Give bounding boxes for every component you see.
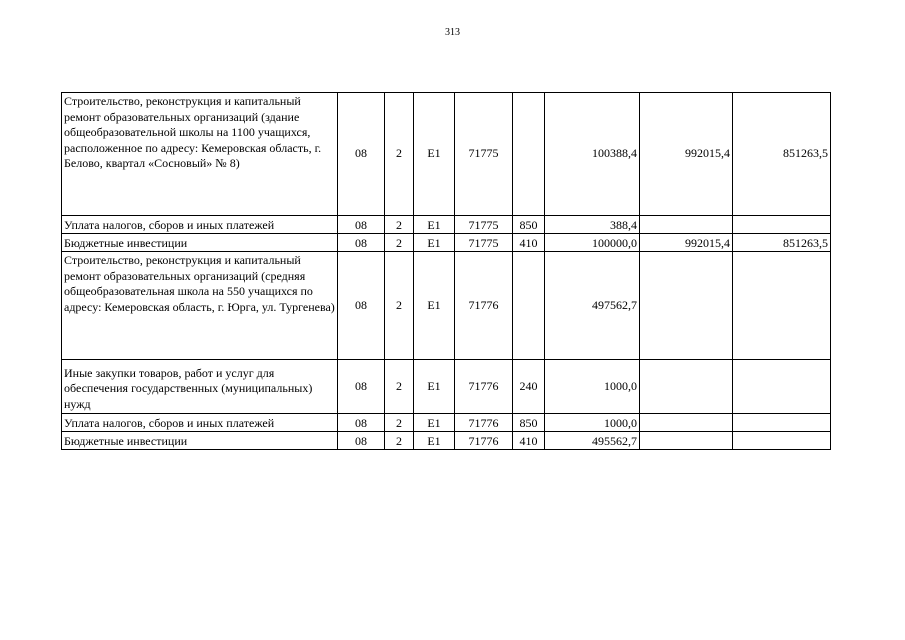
- subsection-code: 2: [385, 414, 414, 432]
- table-row: [62, 252, 831, 360]
- target-code: 71775: [455, 93, 513, 216]
- section-code: 08: [338, 432, 385, 450]
- amount-year2: [640, 432, 733, 450]
- expense-type-code: [513, 252, 545, 360]
- amount-year3: [733, 432, 831, 450]
- expense-name: Строительство, реконструкция и капитальный ремонт образовательных организаций (здание общеобразовательной школы на 1100 учащихся, расположенное по адресу: Кемеровская область, г. Белово, квартал «Сосновый» № 8): [62, 93, 338, 216]
- expense-type-code: [513, 93, 545, 216]
- expense-name: Бюджетные инвестиции: [62, 234, 338, 252]
- program-code: Е1: [414, 252, 455, 360]
- table-row: [62, 93, 831, 216]
- amount-year2: [640, 414, 733, 432]
- target-code: 71776: [455, 414, 513, 432]
- section-code: 08: [338, 93, 385, 216]
- amount-year3: 851263,5: [733, 234, 831, 252]
- amount-year1: 100000,0: [545, 234, 640, 252]
- program-code: Е1: [414, 216, 455, 234]
- program-code: Е1: [414, 414, 455, 432]
- expense-name: Бюджетные инвестиции: [62, 432, 338, 450]
- expense-type-code: 240: [513, 360, 545, 414]
- table-row: [62, 360, 831, 414]
- target-code: 71776: [455, 432, 513, 450]
- target-code: 71776: [455, 360, 513, 414]
- expense-type-code: 410: [513, 234, 545, 252]
- table-row: [62, 234, 831, 252]
- amount-year3: 851263,5: [733, 93, 831, 216]
- program-code: Е1: [414, 93, 455, 216]
- amount-year3: [733, 414, 831, 432]
- section-code: 08: [338, 414, 385, 432]
- amount-year2: [640, 360, 733, 414]
- section-code: 08: [338, 360, 385, 414]
- subsection-code: 2: [385, 216, 414, 234]
- target-code: 71775: [455, 234, 513, 252]
- amount-year1: 1000,0: [545, 360, 640, 414]
- page-number: 313: [445, 27, 460, 38]
- section-code: 08: [338, 216, 385, 234]
- expense-name: Иные закупки товаров, работ и услуг для обеспечения государственных (муниципальных) нужд: [62, 360, 338, 414]
- target-code: 71775: [455, 216, 513, 234]
- amount-year1: 388,4: [545, 216, 640, 234]
- subsection-code: 2: [385, 432, 414, 450]
- expense-type-code: 410: [513, 432, 545, 450]
- expense-type-code: 850: [513, 216, 545, 234]
- amount-year3: [733, 252, 831, 360]
- amount-year2: 992015,4: [640, 93, 733, 216]
- table-row: [62, 432, 831, 450]
- amount-year1: 100388,4: [545, 93, 640, 216]
- amount-year3: [733, 360, 831, 414]
- amount-year3: [733, 216, 831, 234]
- amount-year2: [640, 216, 733, 234]
- program-code: Е1: [414, 432, 455, 450]
- expense-name: Уплата налогов, сборов и иных платежей: [62, 414, 338, 432]
- amount-year1: 497562,7: [545, 252, 640, 360]
- budget-table: [61, 92, 831, 450]
- section-code: 08: [338, 234, 385, 252]
- subsection-code: 2: [385, 360, 414, 414]
- expense-name: Уплата налогов, сборов и иных платежей: [62, 216, 338, 234]
- amount-year1: 1000,0: [545, 414, 640, 432]
- amount-year1: 495562,7: [545, 432, 640, 450]
- amount-year2: 992015,4: [640, 234, 733, 252]
- expense-name: Строительство, реконструкция и капитальный ремонт образовательных организаций (средняя общеобразовательная школа на 550 учащихся по адресу: Кемеровская область, г. Юрга, ул. Тургенева): [62, 252, 338, 360]
- target-code: 71776: [455, 252, 513, 360]
- expense-type-code: 850: [513, 414, 545, 432]
- subsection-code: 2: [385, 234, 414, 252]
- section-code: 08: [338, 252, 385, 360]
- table-row: [62, 414, 831, 432]
- subsection-code: 2: [385, 252, 414, 360]
- program-code: Е1: [414, 234, 455, 252]
- table-row: [62, 216, 831, 234]
- subsection-code: 2: [385, 93, 414, 216]
- amount-year2: [640, 252, 733, 360]
- program-code: Е1: [414, 360, 455, 414]
